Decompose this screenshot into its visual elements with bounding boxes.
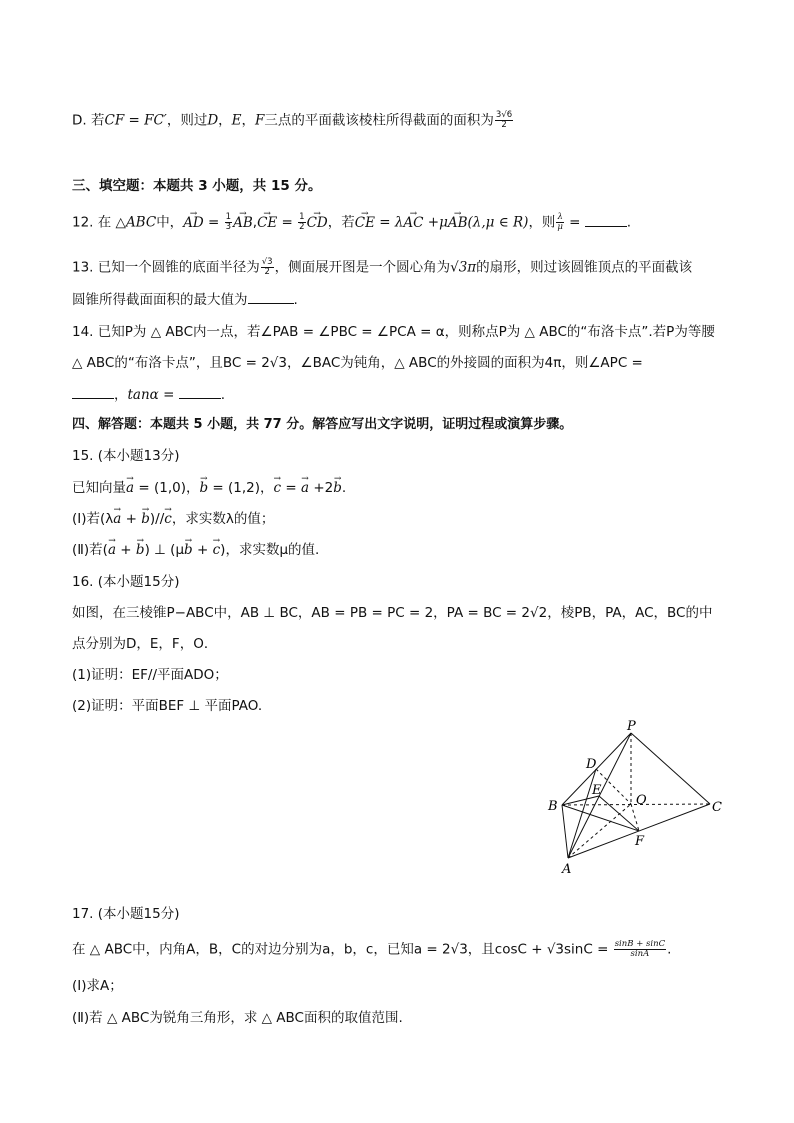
vector-cd: → CD (307, 214, 328, 232)
q16-part-2: (2)证明：平面BEF ⊥ 平面PAO. (72, 698, 263, 714)
condition: (λ,μ ∈ R) (467, 214, 529, 231)
vector-c: → c (274, 479, 282, 497)
vector-a: → a (126, 479, 134, 497)
numerator: λ (557, 212, 563, 222)
denominator: 2 (299, 222, 305, 232)
q16-line-1: 如图，在三棱锥P−ABC中，AB ⊥ BC，AB = PB = PC = 2，PA = BC = 2√2，棱PB，PA，AC，BC的中 (72, 605, 713, 621)
text: +μ (423, 214, 448, 231)
denominator: 3 (225, 222, 232, 232)
denominator: 2 (501, 120, 507, 130)
q17-header: 17. (本小题15分) (72, 906, 180, 922)
q15-part-1 (72, 510, 274, 528)
vector-ab: → AB (448, 214, 468, 232)
text: , (252, 214, 258, 231)
q16-part-1: (1)证明：EF//平面ADO； (72, 667, 228, 683)
vector-b: → b (141, 510, 150, 528)
q17-line-1 (72, 940, 671, 959)
label-d: D (586, 757, 597, 772)
numerator: 3√6 (495, 110, 513, 120)
label-o: O (636, 793, 647, 808)
section-3-title: 三、填空题：本题共 3 小题，共 15 分。 (72, 178, 322, 194)
vector-ad: → AD (183, 214, 204, 232)
q16-line-2: 点分别为D，E，F，O． (72, 636, 218, 652)
text: )// (149, 511, 165, 527)
text: 已知向量 (72, 480, 126, 496)
label-f: F (635, 834, 645, 849)
text: ， (114, 387, 128, 403)
text: 在 △ ABC中，内角A，B，C的对边分别为a，b，c，已知a = 2√3，且cosC + √3sinC = (72, 941, 609, 958)
fraction (261, 258, 274, 277)
text: (Ⅱ)若( (72, 542, 108, 558)
text: 中， (156, 214, 184, 231)
numerator: 1 (299, 212, 305, 222)
q16-header: 16. (本小题15分) (72, 574, 180, 590)
fraction (614, 940, 666, 959)
segment-ao-hidden (568, 804, 631, 858)
text: . (293, 292, 298, 308)
section-4-title: 四、解答题：本题共 5 小题，共 77 分。解答应写出文字说明，证明过程或演算步骤。 (72, 417, 573, 432)
q17-part-1: (Ⅰ)求A； (72, 978, 123, 994)
vector-ce: → CE (355, 214, 375, 232)
label-e: E (592, 783, 602, 798)
denominator: μ (557, 222, 563, 232)
label-a: A (562, 862, 572, 877)
text: = (281, 480, 301, 496)
text: ，则 (528, 214, 556, 231)
answer-blank[interactable] (72, 386, 114, 399)
q14-line-2: △ ABC的“布洛卡点”，且BC = 2√3，∠BAC为钝角，△ ABC的外接圆的面积为4π，则∠APC = (72, 355, 643, 371)
numerator: sinB + sinC (614, 939, 666, 949)
vector-ac: → AC (403, 214, 423, 232)
text: ， (241, 112, 256, 129)
text: )，求实数μ的值. (220, 542, 320, 558)
q14-line-1: 14. 已知P为 △ ABC内一点，若∠PAB = ∠PBC = ∠PCA = α，则称点P为 △ ABC的“布洛卡点”.若P为等腰 (72, 324, 715, 340)
fraction (298, 213, 305, 232)
text: . (220, 387, 225, 403)
text: + (121, 511, 142, 527)
text: = (564, 214, 585, 231)
equation: CF = FC′ (104, 112, 167, 129)
text: ，求实数λ的值； (171, 511, 275, 527)
numerator: 1 (225, 212, 232, 222)
text: +2 (309, 480, 334, 496)
text: = (1,0)， (134, 480, 200, 496)
text: (Ⅰ)若(λ (72, 511, 114, 527)
fraction (225, 213, 232, 232)
text: D. 若 (72, 112, 105, 129)
text: 12. 在 △ (72, 214, 126, 231)
q14-line-3 (72, 386, 225, 404)
text: tanα = (127, 387, 175, 403)
text: = (277, 214, 298, 231)
answer-blank[interactable] (248, 291, 294, 304)
q15-part-2 (72, 541, 319, 559)
vector-c: → c (213, 541, 221, 559)
text: = (1,2)， (208, 480, 274, 496)
vector-c: → c (164, 510, 172, 528)
fraction (556, 213, 563, 232)
q15-given (72, 479, 346, 497)
answer-blank[interactable] (585, 214, 627, 227)
segment-bf (562, 805, 639, 831)
text: . (341, 480, 347, 496)
text: 13. 已知一个圆锥的底面半径为 (72, 259, 260, 276)
denominator: sinA (630, 949, 650, 959)
angle: √3π (450, 259, 477, 276)
vector-a: → a (113, 510, 121, 528)
text: + (192, 542, 213, 558)
edge-ab (562, 805, 568, 858)
text: ，若 (327, 214, 355, 231)
text: . (626, 214, 632, 231)
point-d: D (207, 112, 219, 129)
vector-b: → b (333, 479, 342, 497)
text: 三点的平面截该棱柱所得截面的面积为 (264, 112, 494, 129)
q11-option-d (72, 111, 514, 130)
q12 (72, 213, 631, 232)
point-e: E (231, 112, 242, 129)
label-c: C (712, 800, 722, 815)
vector-b: → b (184, 541, 193, 559)
vector-ce: → CE (257, 214, 277, 232)
q15-header: 15. (本小题13分) (72, 448, 180, 464)
vector-a: → a (301, 479, 309, 497)
triangle: ABC (125, 214, 157, 231)
label-p: P (627, 719, 636, 734)
text: = (203, 214, 224, 231)
vector-b: → b (199, 479, 208, 497)
text: 的扇形，则过该圆锥顶点的平面截该 (476, 259, 693, 276)
denominator: 2 (264, 267, 270, 277)
vector-a: → a (108, 541, 116, 559)
text: = λ (374, 214, 404, 231)
text: ) ⊥ (μ (144, 542, 185, 558)
text: ，侧面展开图是一个圆心角为 (274, 259, 451, 276)
q13-line-1 (72, 258, 692, 277)
text: . (667, 941, 672, 958)
numerator: √3 (261, 257, 273, 267)
vector-ab: → AB (233, 214, 253, 232)
fraction (495, 111, 513, 130)
q17-part-2: (Ⅱ)若 △ ABC为锐角三角形，求 △ ABC面积的取值范围. (72, 1010, 403, 1026)
pyramid-figure (540, 714, 740, 879)
q13-line-2 (72, 291, 298, 309)
text: + (116, 542, 136, 558)
text: 圆锥所得截面面积的最大值为 (72, 292, 248, 308)
answer-blank[interactable] (179, 386, 221, 399)
text: ， (218, 112, 232, 129)
label-b: B (548, 799, 558, 814)
vector-b: → b (136, 541, 145, 559)
text: ，则过 (166, 112, 208, 129)
point-f: F (255, 112, 265, 129)
